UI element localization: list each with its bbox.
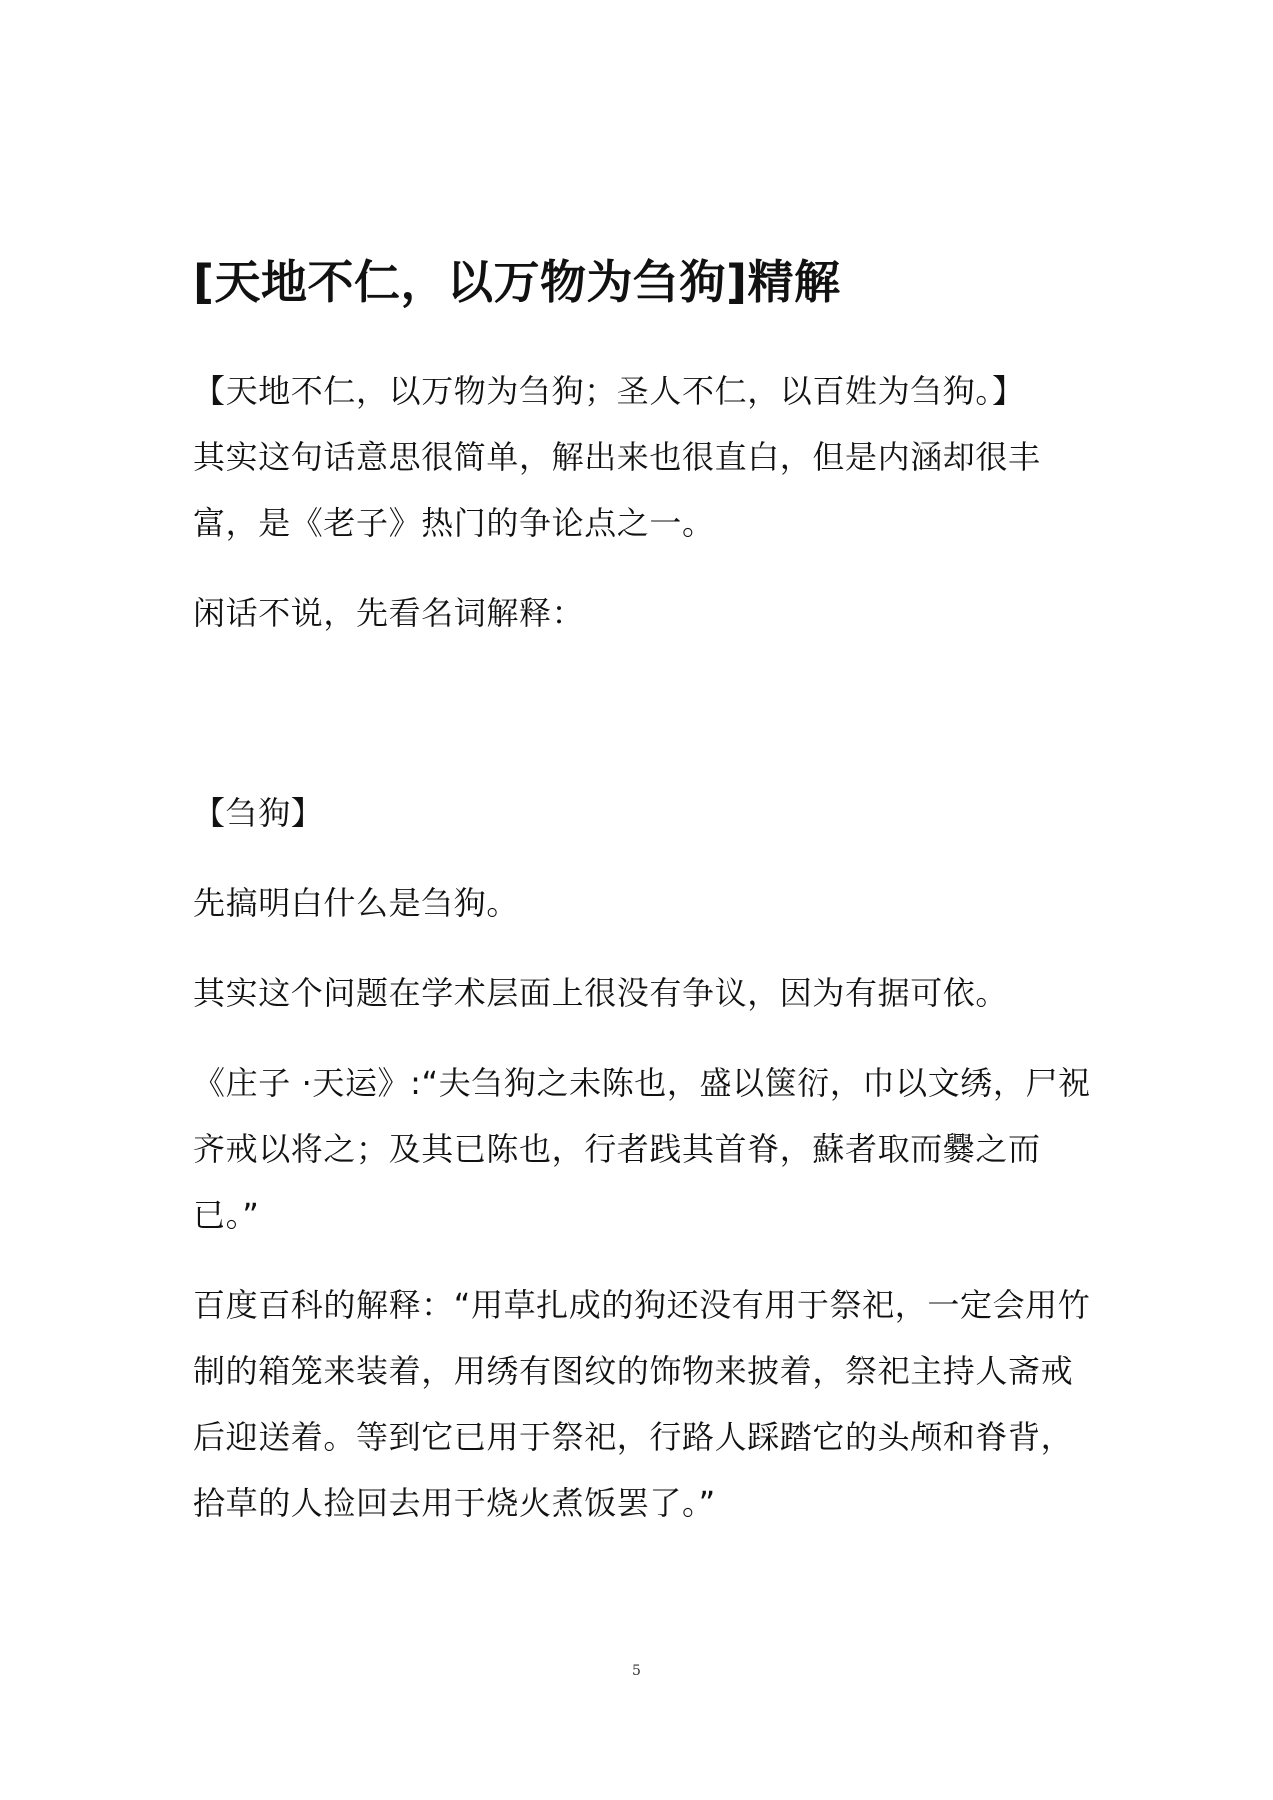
section-intro-paragraph: 先搞明白什么是刍狗。 bbox=[193, 884, 520, 922]
baike-explanation-paragraph: 百度百科的解释：“用草扎成的狗还没有用于祭祀，一定会用竹制的箱笼来装着，用绣有图纹的饰物来披着，祭祀主持人斋戒后迎送着。等到它已用于祭祀，行路人踩踏它的头颅和脊背，拾草的人捡回去用于烧火煮饭罢了。” bbox=[193, 1286, 1091, 1522]
transition-paragraph: 闲话不说，先看名词解释： bbox=[193, 594, 585, 632]
zhuangzi-quote-paragraph: 《庄子 ·天运》:“夫刍狗之未陈也，盛以箧衍，巾以文绣，尸祝齐戒以将之；及其已陈也，行者践其首脊，蘇者取而爨之而已。” bbox=[193, 1064, 1091, 1234]
evidence-paragraph: 其实这个问题在学术层面上很没有争议，因为有据可依。 bbox=[193, 974, 1009, 1012]
intro-paragraph: 其实这句话意思很简单，解出来也很直白，但是内涵却很丰富，是《老子》热门的争论点之一。 bbox=[193, 438, 1041, 542]
quoted-verse: 【天地不仁，以万物为刍狗；圣人不仁，以百姓为刍狗。】 bbox=[193, 372, 1025, 410]
page-number: 5 bbox=[632, 1663, 641, 1679]
document-body bbox=[193, 236, 1093, 1536]
document-title: [天地不仁，以万物为刍狗]精解 bbox=[193, 255, 841, 309]
section-heading-chugou: 【刍狗】 bbox=[193, 794, 324, 832]
